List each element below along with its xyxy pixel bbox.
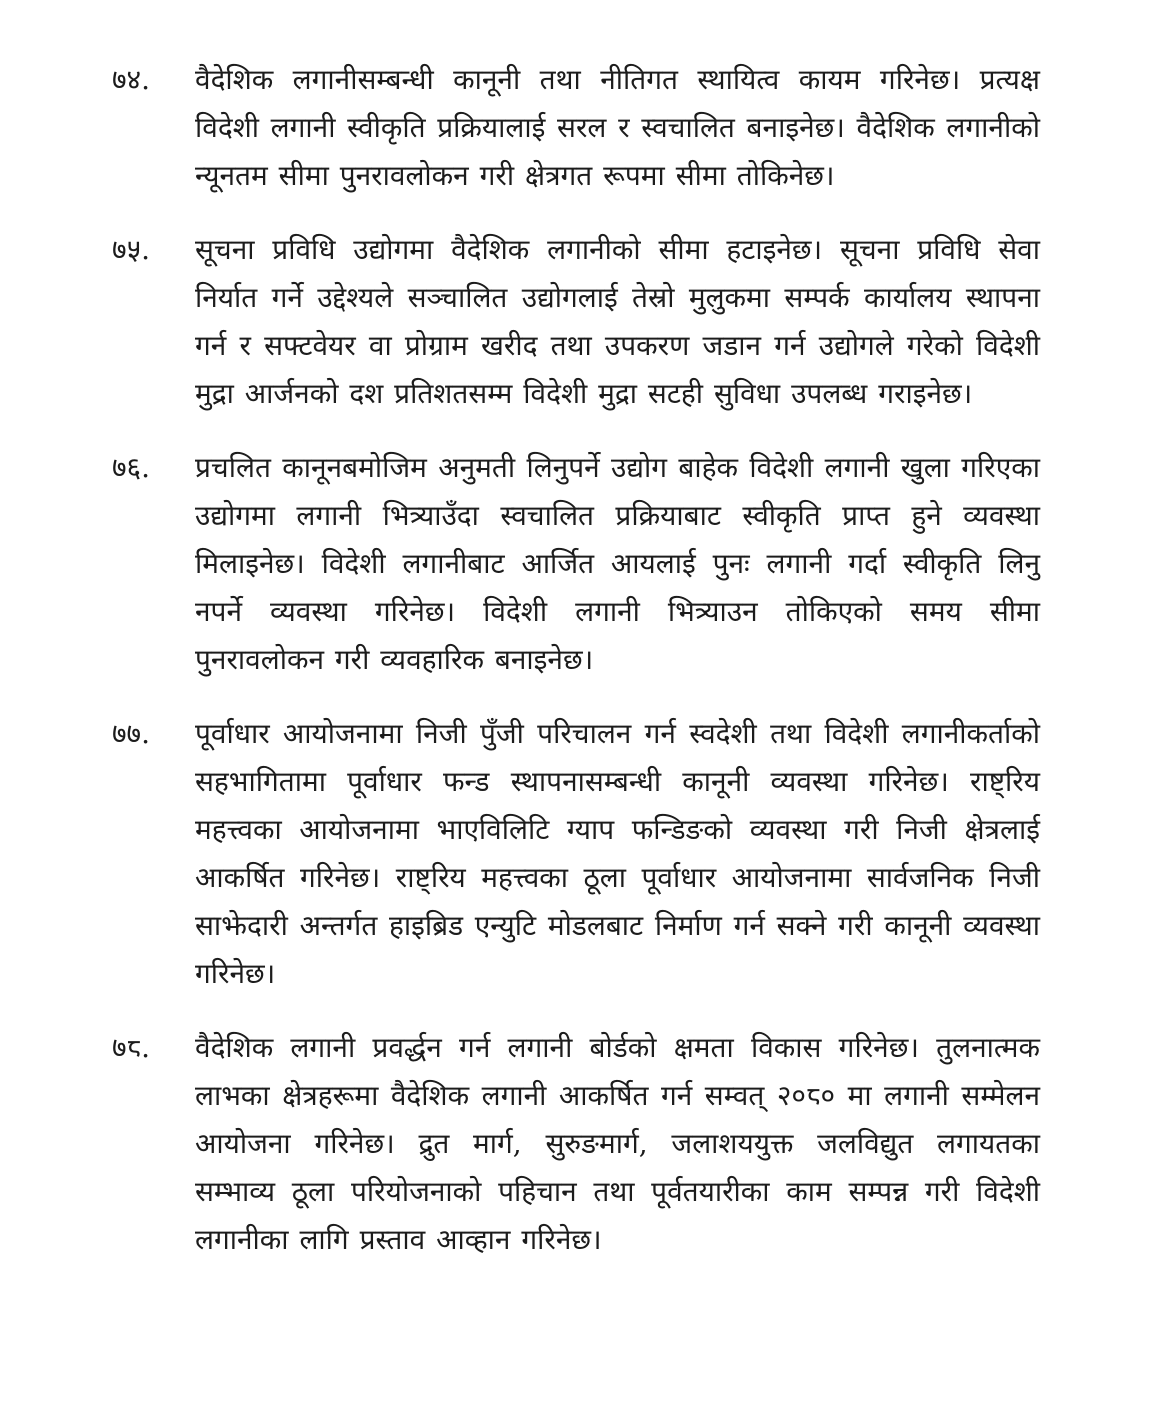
- paragraph-text: सूचना प्रविधि उद्योगमा वैदेशिक लगानीको सीमा हटाइनेछ। सूचना प्रविधि सेवा निर्यात गर्ने उद्देश्यले सञ्चालित उद्योगलाई तेस्रो मुलुकमा सम्पर्क कार्यालय स्थापना गर्न र सफ्टवेयर वा प्रोग्राम खरीद तथा उपकरण जडान गर्न उद्योगले गरेको विदेशी मुद्रा आर्जनको दश प्रतिशतसम्म विदेशी मुद्रा सटही सुविधा उपलब्ध गराइनेछ।: [195, 233, 1040, 410]
- paragraph-text: पूर्वाधार आयोजनामा निजी पुँजी परिचालन गर्न स्वदेशी तथा विदेशी लगानीकर्ताको सहभागितामा पूर्वाधार फन्ड स्थापनासम्बन्धी कानूनी व्यवस्था गरिनेछ। राष्ट्रिय महत्त्वका आयोजनामा भाएविलिटि ग्याप फन्डिङको व्यवस्था गरी निजी क्षेत्रलाई आकर्षित गरिनेछ। राष्ट्रिय महत्त्वका ठूला पूर्वाधार आयोजनामा सार्वजनिक निजी साझेदारी अन्तर्गत हाइब्रिड एन्युटि मोडलबाट निर्माण गर्न सक्ने गरी कानूनी व्यवस्था गरिनेछ।: [195, 717, 1040, 990]
- paragraph-text: वैदेशिक लगानी प्रवर्द्धन गर्न लगानी बोर्डको क्षमता विकास गरिनेछ। तुलनात्मक लाभका क्षेत्रहरूमा वैदेशिक लगानी आकर्षित गर्न सम्वत् २०८० मा लगानी सम्मेलन आयोजना गरिनेछ। द्रुत मार्ग, सुरुङमार्ग, जलाशययुक्त जलविद्युत लगायतका सम्भाव्य ठूला परियोजनाको पहिचान तथा पूर्वतयारीका काम सम्पन्न गरी विदेशी लगानीका लागि प्रस्ताव आव्हान गरिनेछ।: [195, 1031, 1040, 1256]
- paragraph-number: ७७.: [112, 717, 151, 750]
- paragraph-item-78: [112, 1024, 1040, 1264]
- paragraph-item-74: [112, 56, 1040, 200]
- paragraph-number: ७४.: [112, 63, 151, 96]
- paragraph-number: ७८.: [112, 1031, 151, 1064]
- paragraph-item-75: [112, 226, 1040, 418]
- paragraph-text: प्रचलित कानूनबमोजिम अनुमती लिनुपर्ने उद्योग बाहेक विदेशी लगानी खुला गरिएका उद्योगमा लगानी भित्र्याउँदा स्वचालित प्रक्रियाबाट स्वीकृति प्राप्त हुने व्यवस्था मिलाइनेछ। विदेशी लगानीबाट आर्जित आयलाई पुनः लगानी गर्दा स्वीकृति लिनु नपर्ने व्यवस्था गरिनेछ। विदेशी लगानी भित्र्याउन तोकिएको समय सीमा पुनरावलोकन गरी व्यवहारिक बनाइनेछ।: [195, 451, 1040, 676]
- paragraph-number: ७५.: [112, 233, 151, 266]
- paragraph-text: वैदेशिक लगानीसम्बन्धी कानूनी तथा नीतिगत स्थायित्व कायम गरिनेछ। प्रत्यक्ष विदेशी लगानी स्वीकृति प्रक्रियालाई सरल र स्वचालित बनाइनेछ। वैदेशिक लगानीको न्यूनतम सीमा पुनरावलोकन गरी क्षेत्रगत रूपमा सीमा तोकिनेछ।: [195, 63, 1040, 192]
- paragraph-item-77: [112, 710, 1040, 998]
- paragraph-item-76: [112, 444, 1040, 684]
- paragraph-number: ७६.: [112, 451, 151, 484]
